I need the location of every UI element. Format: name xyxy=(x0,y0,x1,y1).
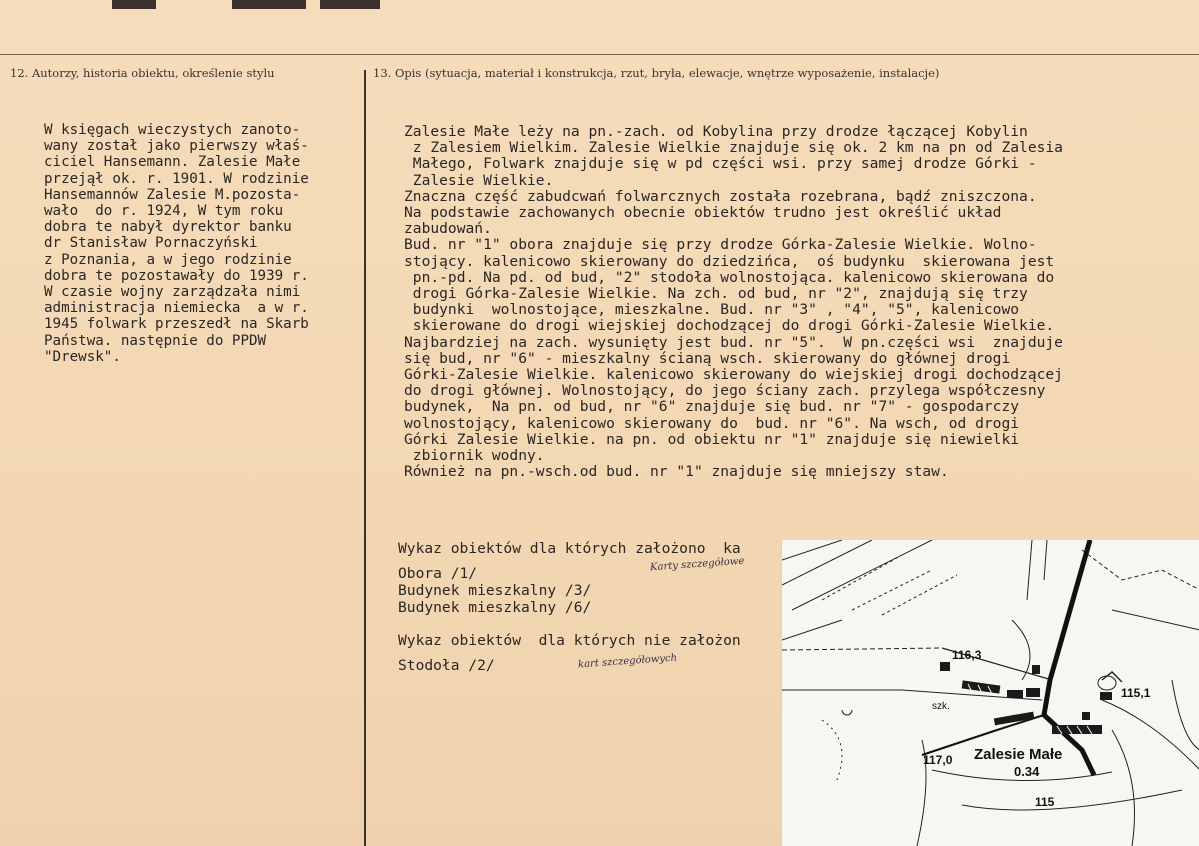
top-tab-mark-right xyxy=(320,0,380,9)
top-tab-mark-left xyxy=(112,0,156,9)
map-height-label: 115,1 xyxy=(1121,686,1151,700)
cards-list-item: Budynek mieszkalny /6/ xyxy=(398,599,592,616)
cards-list-heading: Wykaz obiektów dla których założono ka xyxy=(398,540,741,557)
top-rule xyxy=(0,54,1199,55)
map-place-name: Zalesie Małe xyxy=(974,746,1063,763)
map-abbrev-label: szk. xyxy=(932,701,950,712)
no-cards-list-heading: Wykaz obiektów dla których nie założon xyxy=(398,632,741,649)
column-divider xyxy=(364,70,366,846)
map-height-label: 117,0 xyxy=(923,753,953,767)
cards-list-item: Obora /1/ xyxy=(398,565,478,582)
no-cards-list-item: Stodoła /2/ xyxy=(398,657,495,674)
map-area-label: 0.34 xyxy=(1014,764,1040,779)
description-text: Zalesie Małe leży na pn.-zach. od Kobylina przy drodze łączącej Kobylin z Zalesiem Wielkim. Zalesie Wielkie znajduje się ok. 2 km na pn od Zalesia Małego, Folwark znajduje się w pd części wsi. przy samej drodze Górki - Zalesie Wielkie. Znaczna część zabudcwań folwarcznych została rozebrana, bądź zniszczona. Na podstawie zachowanych obecnie obiektów trudno jest określić układ zabudowań. Bud. nr "1" obora znajduje się przy drodze Górka-Zalesie Wielkie. Wolno- stojący. kalenicowo skierowany do dziedzińca, oś budynku skierowana jest pn.-pd. Na pd. od bud, "2" stodoła wolnostojąca. kalenicowo skierowana do drogi Górka-Zalesie Wielkie. Na zch. od bud, nr "2", znajdują się trzy budynki wolnostojące, mieszkalne. Bud. nr "3" , "4", "5", kalenicowo skierowane do drogi wiejskiej dochodzącej do drogi Górki-Zalesie Wielkie. Najbardziej na zach. wysunięty jest bud. nr "5". W pn.części wsi znajduje się bud, nr "6" - mieszkalny ścianą wsch. skierowany do głównej drogi Górki-Zalesie Wielkie. kalenicowo skierowany do wiejskiej drogi dochodzącej do drogi głównej. Wolnostojący, do jego ściany zach. przylega współczesny budynek, Na pn. od bud, nr "6" znajduje się bud. nr "7" - gospodarczy wolnostojący, kalenicowo skierowany do bud. nr "6". Na wsch, od drogi Górki Zalesie Wielkie. na pn. od obiektu nr "1" znajduje się niewielki zbiornik wodny. Również na pn.-wsch.od bud. nr "1" znajduje się mniejszy staw. xyxy=(404,123,1063,481)
map-contour-label: 115 xyxy=(1035,795,1055,809)
section-13-header: 13. Opis (sytuacja, materiał i konstrukcja, rzut, bryła, elewacje, wnętrze wyposażenie, instalacje) xyxy=(373,66,940,80)
top-tab-mark-center xyxy=(232,0,306,9)
map-clipping xyxy=(781,540,1199,846)
history-text: W księgach wieczystych zanoto- wany został jako pierwszy właś- ciciel Hansemann. Zalesie Małe przejął ok. r. 1901. W rodzinie Hansemannów Zalesie M.pozosta- wało do r. 1924, W tym roku dobra te nabył dyrektor banku dr Stanisław Pornaczyński z Poznania, a w jego rodzinie dobra te pozostawały do 1939 r. W czasie wojny zarządzała nimi administracja niemiecka a w r. 1945 folwark przeszedł na Skarb Państwa. następnie do PPDW "Drewsk". xyxy=(44,122,309,365)
cards-list-item: Budynek mieszkalny /3/ xyxy=(398,582,592,599)
map-height-label: 116,3 xyxy=(952,648,982,662)
section-12-header: 12. Autorzy, historia obiektu, określenie stylu xyxy=(10,66,275,80)
handwritten-note-1: Karty szczegółowe xyxy=(649,555,745,574)
handwritten-note-2: kart szczegółowych xyxy=(577,652,678,671)
